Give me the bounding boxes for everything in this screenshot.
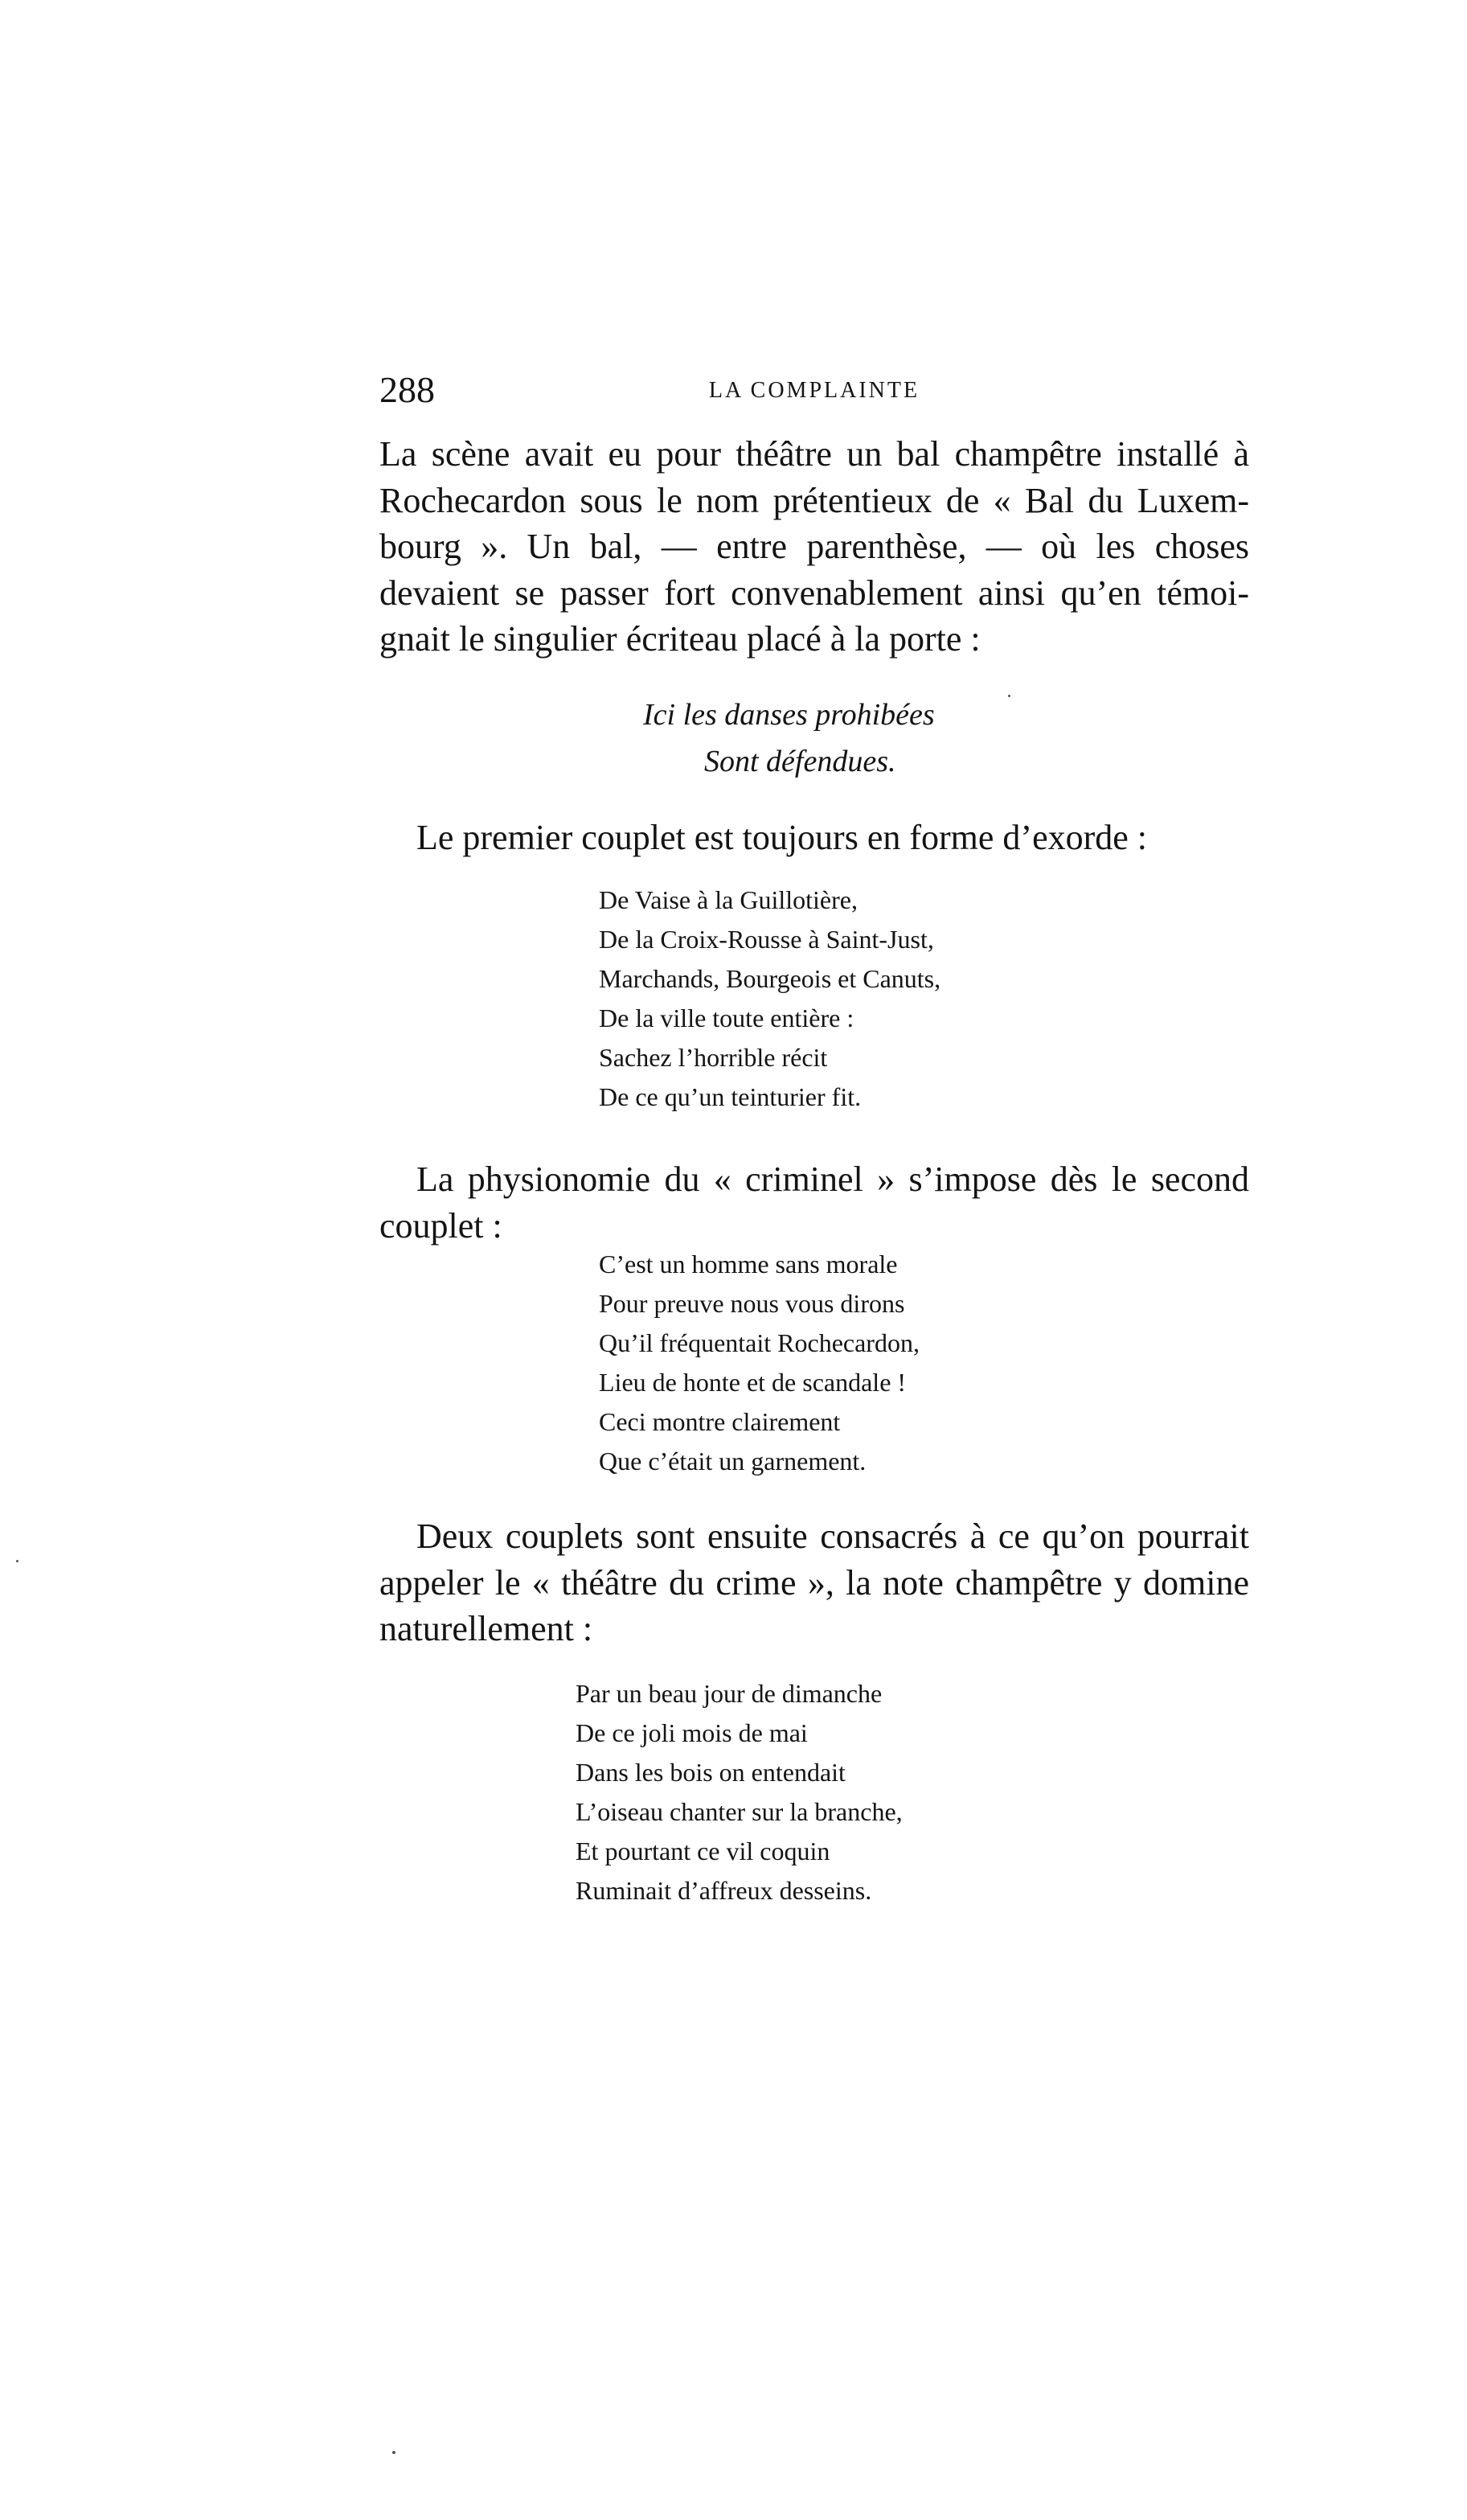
verse-line: De ce joli mois de mai [576, 1718, 808, 1747]
verse-line: Par un beau jour de dimanche [576, 1679, 883, 1708]
verse-line: Lieu de honte et de scandale ! [599, 1368, 907, 1397]
paragraph-line: devaient se passer fort convenablement ainsi qu’en témoi- [379, 573, 1249, 613]
verse-line: C’est un homme sans morale [599, 1250, 898, 1278]
paragraph-4 [379, 1513, 1249, 1652]
verse-line: De Vaise à la Guillotière, [599, 885, 858, 914]
verse-line: Pour preuve nous vous dirons [599, 1289, 905, 1318]
paragraph-line: gnait le singulier écriteau placé à la porte : [379, 619, 981, 659]
running-title: LA COMPLAINTE [708, 378, 920, 403]
verse-line: L’oiseau chanter sur la branche, [576, 1797, 903, 1826]
sign-line: Sont défendues. [704, 745, 896, 778]
sign-inscription [643, 692, 935, 785]
verse-line: De la Croix-Rousse à Saint-Just, [599, 925, 934, 954]
verse-line: Ruminait d’affreux desseins. [576, 1876, 872, 1905]
verse-line: Que c’était un garnement. [599, 1447, 867, 1475]
verse-line: Sachez l’horrible récit [599, 1043, 828, 1072]
verse-line: Et pourtant ce vil coquin [576, 1837, 830, 1865]
paragraph-line: appeler le « théâtre du crime », la note champêtre y domine [379, 1562, 1249, 1603]
paragraph-line: La physionomie du « criminel » s’impose dès le second [416, 1159, 1249, 1199]
paragraph-line: bourg ». Un bal, — entre parenthèse, — où les choses [379, 527, 1249, 566]
verse-line: Dans les bois on entendait [576, 1758, 846, 1787]
paragraph-line: naturellement : [379, 1609, 593, 1648]
ink-speck [392, 2451, 395, 2454]
sign-line: Ici les danses prohibées [643, 698, 935, 732]
verse-line: Ceci montre clairement [599, 1407, 841, 1436]
paragraph-line: Rochecardon sous le nom prétentieux de « Bal du Luxem- [379, 480, 1249, 520]
paragraph-line: La scène avait eu pour théâtre un bal champêtre installé à [379, 434, 1249, 474]
verse-line: De la ville toute entière : [599, 1003, 854, 1032]
paragraph-2 [379, 815, 1249, 861]
verse-stanza-3 [576, 1674, 903, 1911]
paragraph-3 [379, 1156, 1249, 1249]
page-number: 288 [379, 369, 435, 410]
page-header [379, 366, 1249, 414]
verse-line: Marchands, Bourgeois et Canuts, [599, 964, 941, 993]
verse-stanza-1 [599, 880, 940, 1117]
paragraph-line: Le premier couplet est toujours en forme d’exorde : [416, 818, 1148, 857]
paragraph-line: Deux couplets sont ensuite consacrés à ce qu’on pourrait [416, 1517, 1249, 1556]
paragraph-1 [379, 431, 1249, 663]
verse-stanza-2 [599, 1245, 920, 1481]
paragraph-line: couplet : [379, 1205, 502, 1246]
ink-speck [16, 1560, 18, 1562]
verse-line: Qu’il fréquentait Rochecardon, [599, 1328, 920, 1357]
ink-speck [1008, 695, 1010, 697]
verse-line: De ce qu’un teinturier fit. [599, 1082, 862, 1111]
